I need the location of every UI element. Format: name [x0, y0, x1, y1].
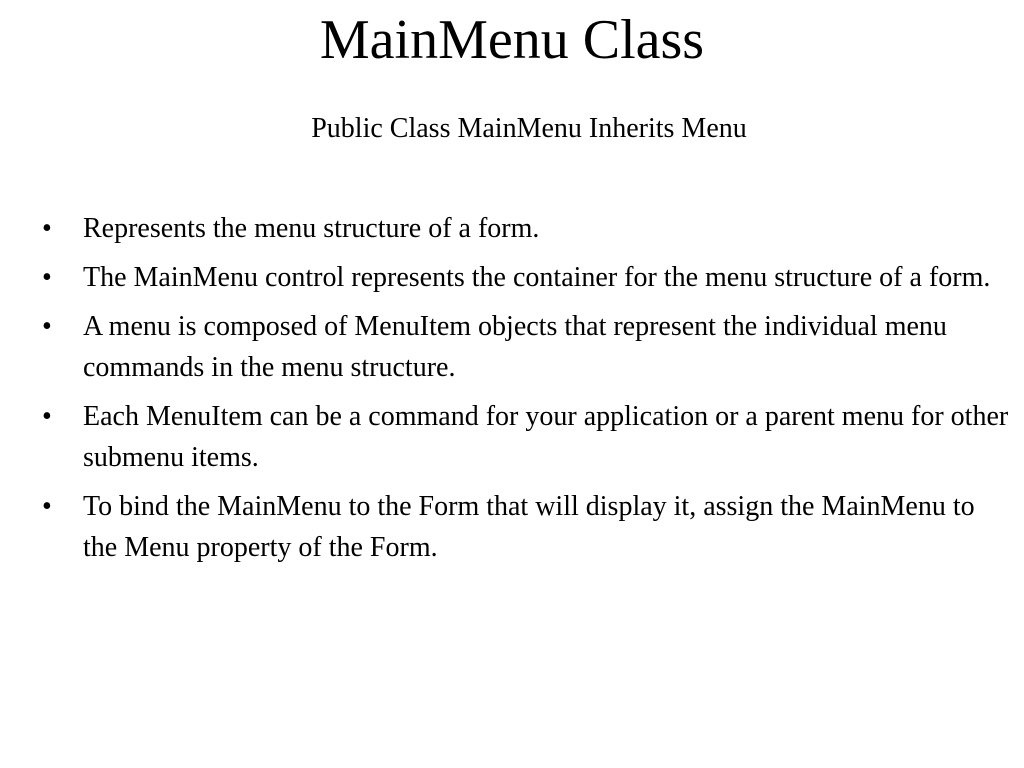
bullet-item [40, 306, 1010, 388]
bullet-item [40, 396, 1010, 478]
slide-title: MainMenu Class [319, 9, 705, 71]
bullet-dot-icon: • [42, 401, 52, 432]
bullet-text: The MainMenu control represents the container for the menu structure of a form. [83, 262, 991, 293]
bullet-list [40, 208, 1010, 576]
bullet-dot-icon: • [42, 213, 52, 244]
bullet-item [40, 208, 1010, 249]
bullet-text: Each MenuItem can be a command for your application or a parent menu for other submenu items. [83, 401, 1009, 473]
bullet-item [40, 486, 1010, 568]
bullet-text: Represents the menu structure of a form. [83, 213, 540, 244]
bullet-text: A menu is composed of MenuItem objects that represent the individual menu commands in the menu structure. [83, 311, 947, 383]
bullet-text: To bind the MainMenu to the Form that will display it, assign the MainMenu to the Menu property of the Form. [83, 491, 975, 563]
bullet-dot-icon: • [42, 311, 52, 342]
bullet-dot-icon: • [42, 262, 52, 293]
bullet-dot-icon: • [42, 491, 52, 522]
bullet-item [40, 257, 1010, 298]
class-declaration: Public Class MainMenu Inherits Menu [311, 113, 747, 144]
